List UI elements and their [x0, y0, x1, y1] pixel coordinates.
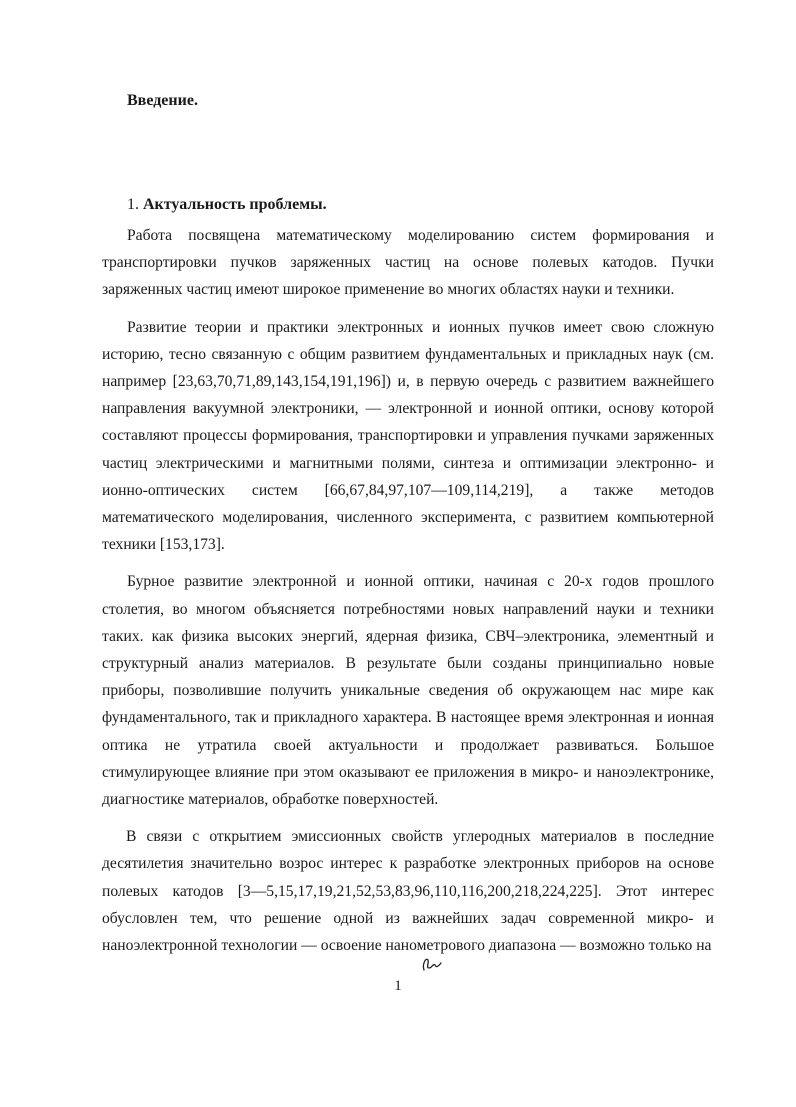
section-title-text: Актуальность проблемы.: [143, 196, 327, 213]
page-heading: Введение.: [127, 92, 198, 109]
body-text: [102, 222, 714, 969]
page-number: 1: [394, 978, 402, 994]
paragraph: Работа посвящена математическому моделированию систем формирования и транспортировки пучков заряженных частиц на основе полевых катодов. Пучки заряженных частиц имеют широкое применение во многих областях науки и техники.: [102, 227, 714, 299]
section-number: 1.: [127, 196, 139, 213]
paragraph: Развитие теории и практики электронных и ионных пучков имеет свою сложную историю, тесно связанную с общим развитием фундаментальных и прикладных наук (см. например [23,63,70,71,89,143,154,191,196]) и, в первую очередь с развитием важнейшего направления вакуумной электроники, — электронной и ионной оптики, основу которой составляют процессы формирования, транспортировки и управления пучками заряженных частиц электрическими и магнитными полями, синтеза и оптимизации электронно- и ионно-оптических систем [66,67,84,97,107—109,114,219], а также методов математического моделирования, численного эксперимента, с развитием компьютерной техники [153,173].: [102, 318, 714, 554]
paragraph: Бурное развитие электронной и ионной оптики, начиная с 20-х годов прошлого столетия, во многом объясняется потребностями новых направлений науки и техники таких. как физика высоких энергий, ядерная физика, СВЧ–электроника, элементный и структурный анализ материалов. В результате были созданы принципиально новые приборы, позволившие получить уникальные сведения об окружающем нас мире как фундаментального, так и прикладного характера. В настоящее время электронная и ионная оптика не утратила своей актуальности и продолжает развиваться. Большое стимулирующее влияние при этом оказывают ее приложения в микро- и наноэлектронике, диагностике материалов, обработке поверхностей.: [102, 573, 714, 809]
section-title: [127, 196, 327, 214]
paragraph: В связи с открытием эмиссионных свойств углеродных материалов в последние десятилетия значительно возрос интерес к разработке электронных приборов на основе полевых катодов [3—5,15,17,19,21,52,53,83,96,110,116,200,218,224,225]. Этот интерес обусловлен тем, что решение одной из важнейших задач современной микро- и наноэлектронной технологии — освоение нанометрового диапазона — возможно только на: [102, 828, 714, 955]
handwritten-mark-icon: [420, 954, 444, 974]
